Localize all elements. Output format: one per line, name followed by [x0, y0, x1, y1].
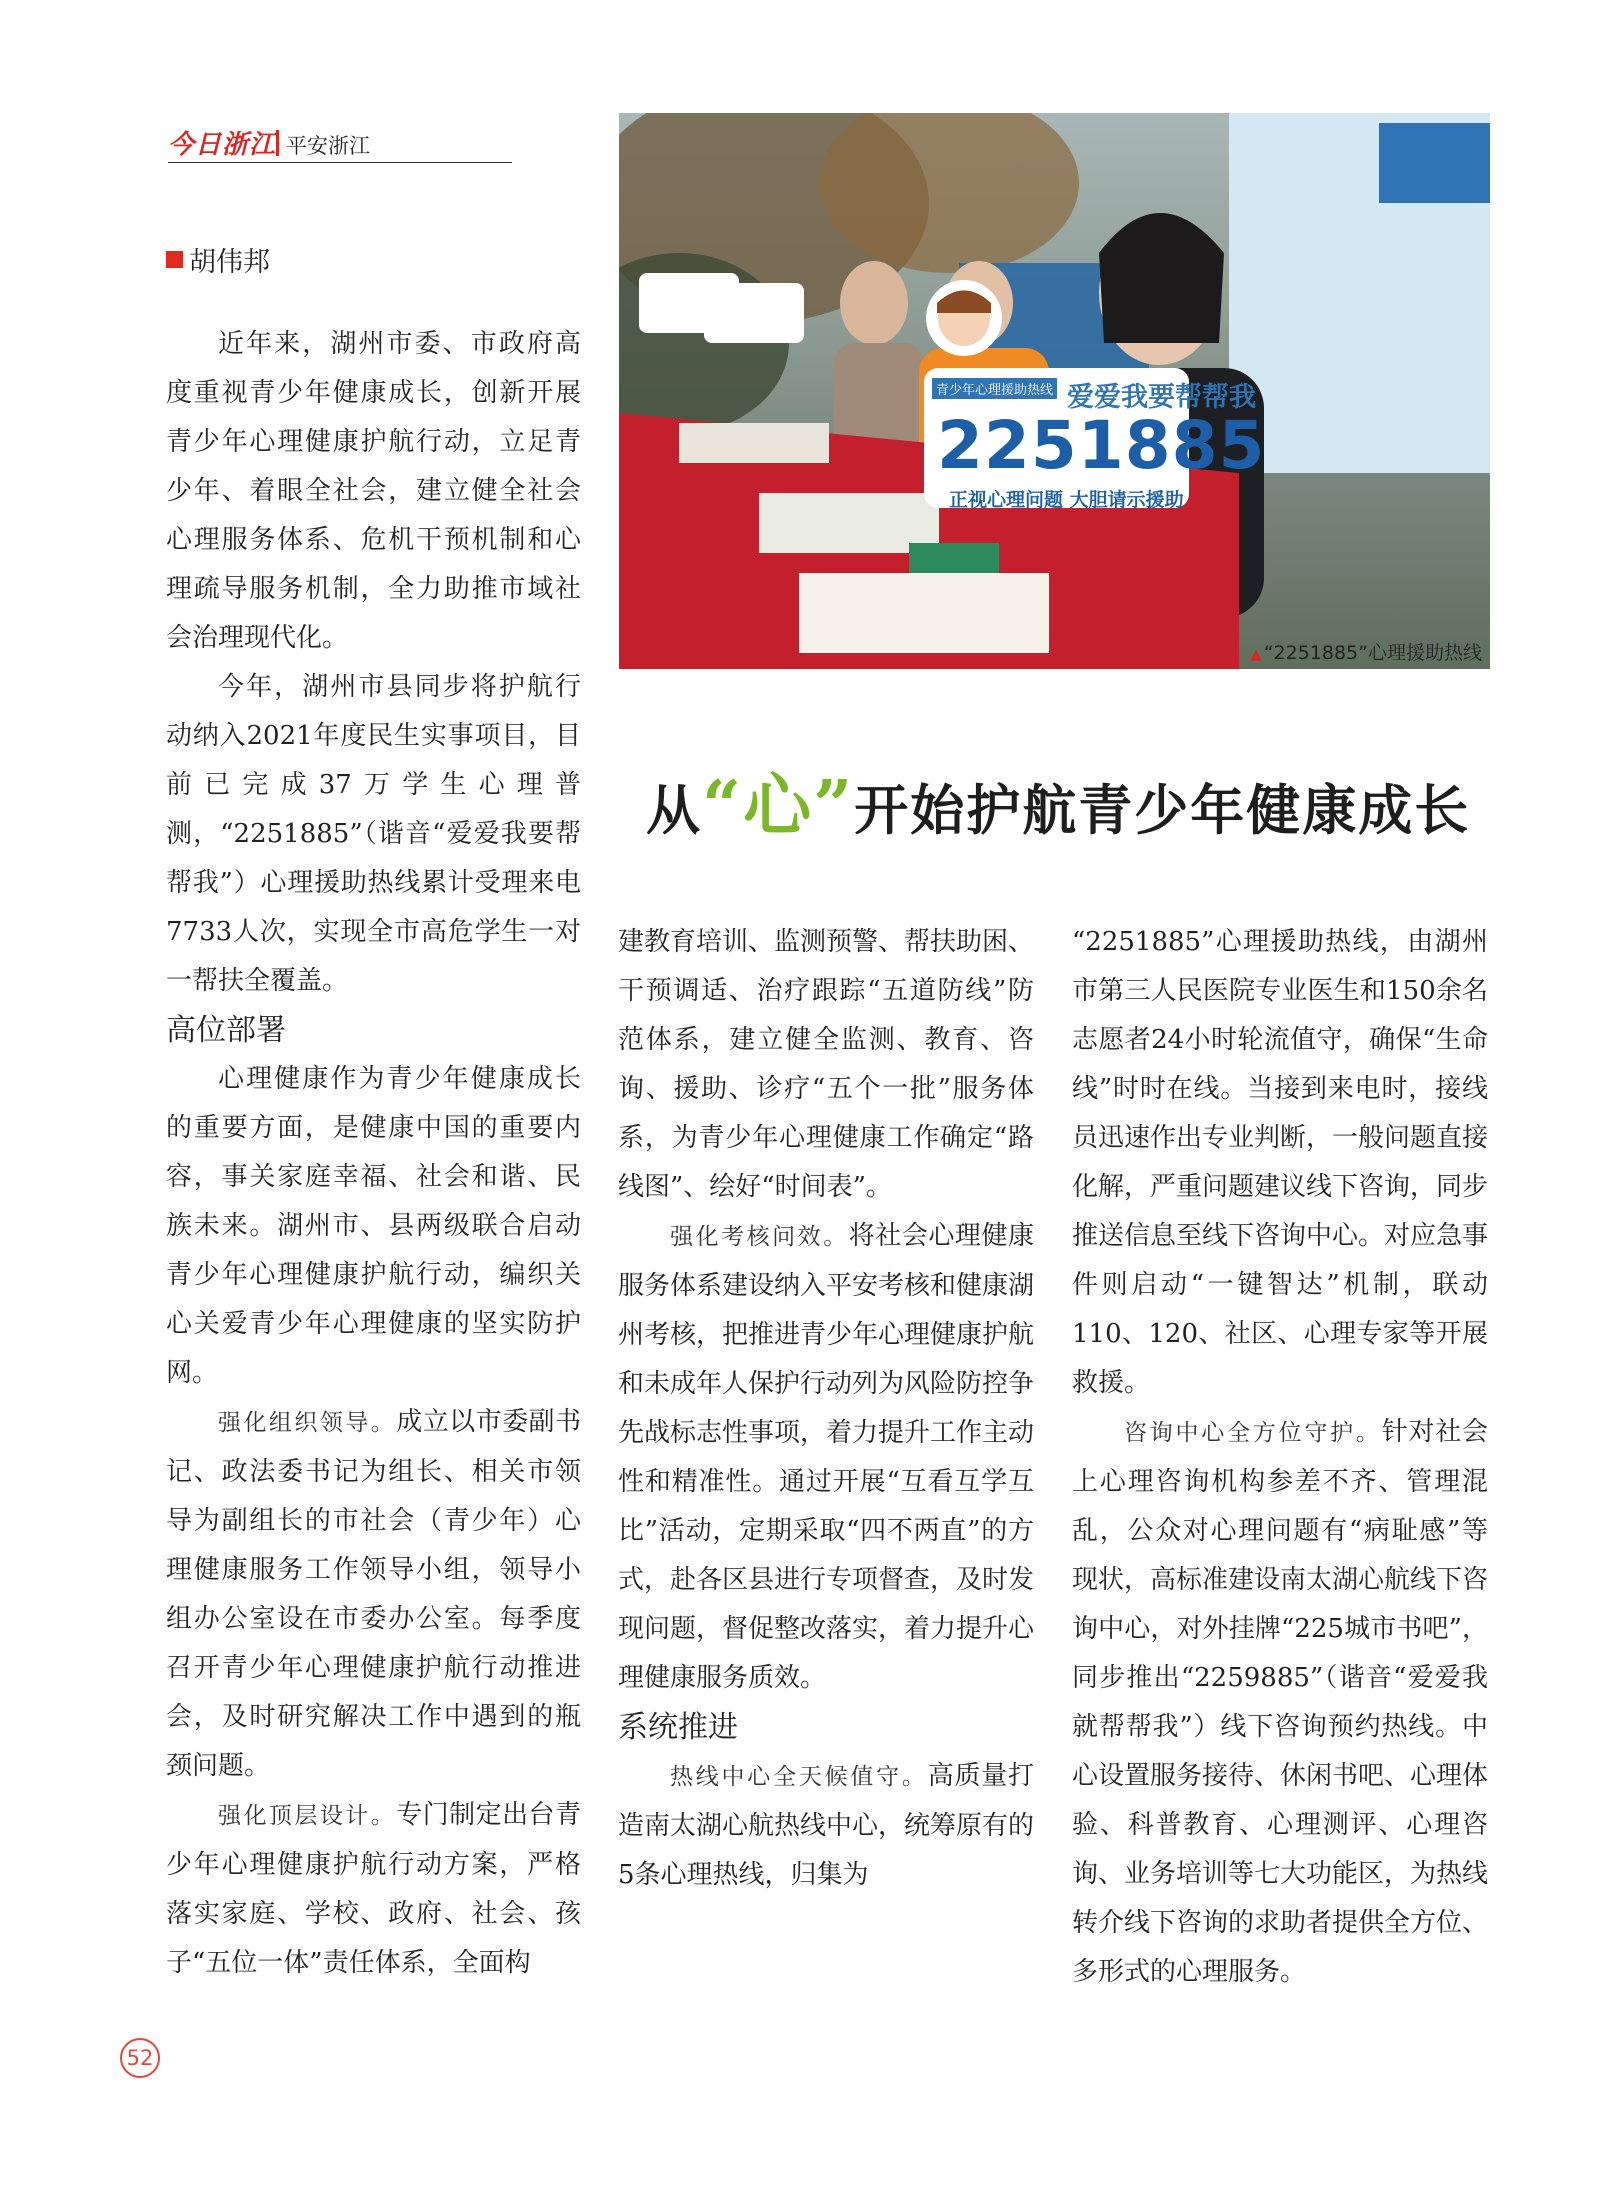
article-title — [646, 752, 1471, 849]
lead-phrase: 热线中心全天候值守。 — [670, 1764, 928, 1790]
paragraph: 今年，湖州市县同步将护航行动纳入2021年度民生实事项目，目前已完成37万学生心理普测，“2251885”（谐音“爱爱我要帮帮我”）心理援助热线累计受理来电7733人次，实现全市高危学生一对一帮扶全覆盖。 — [166, 672, 581, 996]
author-byline — [166, 240, 270, 279]
photo-caption-text: “2251885”心理援助热线 — [1263, 642, 1482, 664]
sign-slogan: 爱爱我要帮帮我 — [1067, 382, 1256, 413]
paragraph-body: 将社会心理健康服务体系建设纳入平安考核和健康湖州考核，把推进青少年心理健康护航和未成年人保护行动列为风险防控争先战标志性事项，着力提升工作主动性和精准性。通过开展“互看互学互比”活动，定期采取“四不两直”的方式，赴各区县进行专项督查，及时发现问题，督促整改落实，着力提升心理健康服务质效。 — [618, 1221, 1035, 1693]
paragraph: 建教育培训、监测预警、帮扶助困、干预调适、治疗跟踪“五道防线”防范体系，建立健全监测、教育、咨询、援助、诊疗“五个一批”服务体系，为青少年心理健康工作确定“路线图”、绘好“时间表”。 — [618, 927, 1035, 1202]
subhead-system: 系统推进 — [618, 1710, 738, 1745]
lead-phrase: 强化考核问效。 — [670, 1224, 849, 1250]
title-before: 从 — [646, 778, 702, 842]
author-name: 胡伟邦 — [189, 247, 270, 278]
paragraph — [166, 1791, 581, 1988]
section-name: 平安浙江 — [286, 134, 370, 158]
lead-phrase: 咨询中心全方位守护。 — [1124, 1420, 1382, 1446]
paragraph: 心理健康作为青少年健康成长的重要方面，是健康中国的重要内容，事关家庭幸福、社会和谐、民族未来。湖州市、县两级联合启动青少年心理健康护航行动，编织关心关爱青少年心理健康的坚实防护网。 — [166, 1064, 581, 1388]
sign-tagline: 正视心理问题 大胆请示援助 — [949, 489, 1184, 511]
paragraph: 近年来，湖州市委、市政府高度重视青少年健康成长，创新开展青少年心理健康护航行动，立足青少年、着眼全社会，建立健全社会心理服务体系、危机干预机制和心理疏导服务机制，全力助推市域社会治理现代化。 — [166, 329, 581, 653]
paragraph — [166, 1398, 581, 1791]
title-accent: “心” — [702, 766, 855, 846]
paragraph — [618, 1752, 1034, 1900]
paragraph-body: 高质量打造南太湖心航热线中心，统筹原有的5条心理热线，归集为 — [618, 1761, 1035, 1890]
page-header — [168, 122, 512, 163]
sign-hotline-label: 青少年心理援助热线 — [932, 378, 1057, 399]
paragraph: “2251885”心理援助热线，由湖州市第三人民医院专业医生和150余名志愿者24小时轮流值守，确保“生命线”时时在线。当接到来电时，接线员迅速作出专业判断，一般问题直接化解，严重问题建议线下咨询，同步推送信息至线下咨询中心。对应急事件则启动“一键智达”机制，联动110、120、社区、心理专家等开展救援。 — [1072, 927, 1489, 1398]
author-marker-icon — [166, 251, 183, 268]
column-2 — [618, 918, 1034, 1900]
paragraph-body: 专门制定出台青少年心理健康护航行动方案，严格落实家庭、学校、政府、社会、孩子“五位一体”责任体系，全面构 — [166, 1800, 581, 1978]
column-3 — [1072, 918, 1488, 1997]
paragraph — [618, 1212, 1034, 1703]
paragraph-body: 针对社会上心理咨询机构参差不齐、管理混乱，公众对心理问题有“病耻感”等现状，高标准建设南太湖心航线下咨询中心，对外挂牌“225城市书吧”，同步推出“2259885”（谐音“爱爱我就帮帮我”）线下咨询预约热线。中心设置服务接待、休闲书吧、心理体验、科普教育、心理测评、心理咨询、业务培训等七大功能区，为热线转介线下咨询的求助者提供全方位、多形式的心理服务。 — [1072, 1417, 1489, 1987]
page-number: 52 — [120, 2038, 160, 2078]
header-divider — [276, 130, 279, 156]
paragraph-body: 成立以市委副书记、政法委书记为组长、相关市领导为副组长的市社会（青少年）心理健康服务工作领导小组，领导小组办公室设在市委办公室。每季度召开青少年心理健康护航行动推进会，及时研究解决工作中遇到的瓶颈问题。 — [166, 1407, 581, 1781]
magazine-logo: 今日浙江 — [168, 130, 277, 160]
photo-caption — [1250, 638, 1482, 665]
title-after: 开始护航青少年健康成长 — [854, 778, 1471, 842]
column-1 — [166, 320, 581, 1988]
paragraph — [1072, 1408, 1488, 1997]
lead-phrase: 强化组织领导。 — [218, 1410, 397, 1436]
caption-triangle-icon: ▲ — [1250, 645, 1262, 663]
subhead-deployment: 高位部署 — [166, 1013, 286, 1048]
sign-number: 2251885 — [937, 407, 1266, 484]
article-photo — [619, 113, 1490, 669]
lead-phrase: 强化顶层设计。 — [218, 1803, 397, 1829]
